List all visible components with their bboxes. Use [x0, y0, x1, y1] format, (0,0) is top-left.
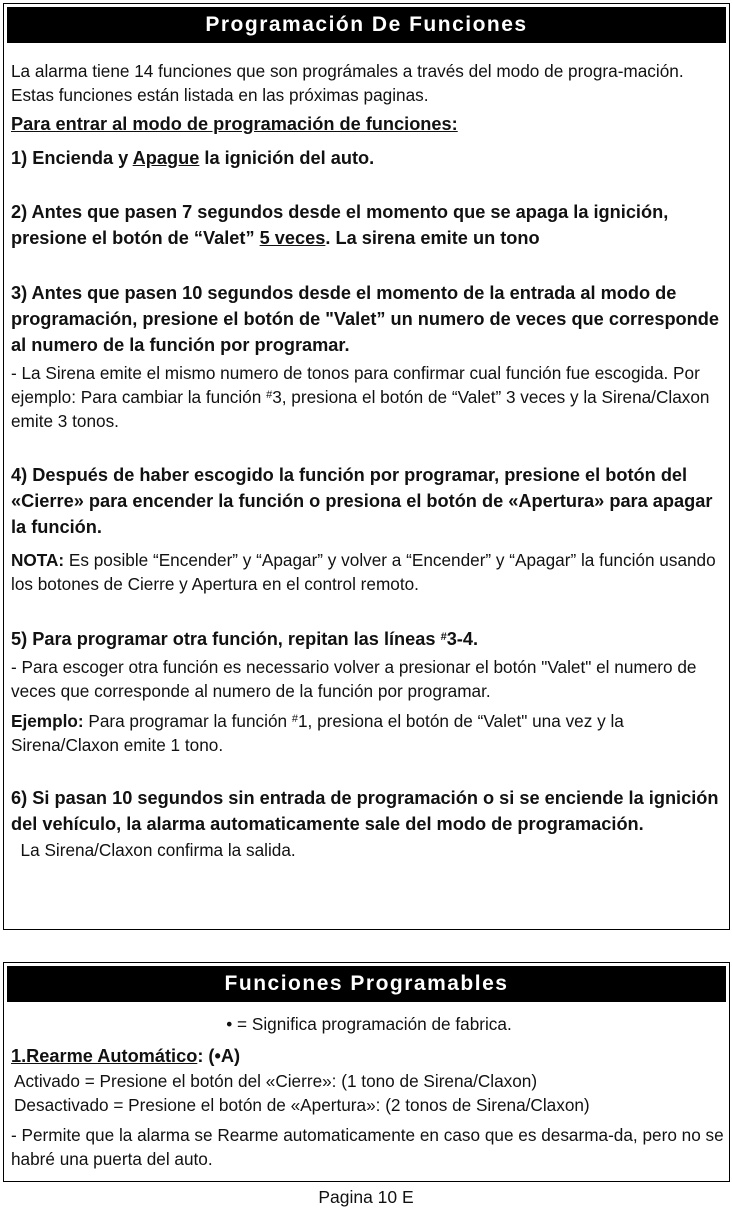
entry-heading: Para entrar al modo de programación de funciones: — [11, 114, 458, 134]
function-1-desactivado: Desactivado = Presione el botón de «Apertura»: (2 tonos de Sirena/Claxon) — [14, 1095, 590, 1115]
step-3-note: - La Sirena emite el mismo numero de tonos para confirmar cual función fue escogida. Por ejemplo: Para cambiar la función #3, presiona el botón de “Valet” 3 veces y la Sirena/Claxon emite 3 tonos. — [11, 363, 710, 431]
step-2: 2) Antes que pasen 7 segundos desde el momento que se apaga la ignición, presione el botón de “Valet” 5 veces. La sirena emite un tono — [11, 202, 669, 248]
step-5-note: - Para escoger otra función es necessario volver a presionar el botón "Valet" el numero de veces que corresponde al numero de la función por programar. — [11, 657, 697, 701]
step-4: 4) Después de haber escogido la función por programar, presione el botón del «Cierre» para encender la función o presiona el botón de «Apertura» para apagar la función. — [11, 465, 713, 537]
factory-legend: • = Significa programación de fabrica. — [226, 1014, 512, 1034]
section-title: Funciones Programables — [7, 966, 726, 1002]
step-1: 1) Encienda y Apague la ignición del auto. — [11, 148, 375, 168]
section-title: Programación De Funciones — [7, 7, 726, 43]
function-1-title: 1.Rearme Automático: (•A) — [11, 1046, 241, 1066]
function-1-description: - Permite que la alarma se Rearme automaticamente en caso que es desarma-da, pero no se habré una puerta del auto. — [11, 1125, 724, 1169]
step-5: 5) Para programar otra función, repitan las líneas #3-4. — [11, 629, 479, 649]
nota-paragraph: NOTA: Es posible “Encender” y “Apagar” y volver a “Encender” y “Apagar” la función usando los botones de Cierre y Apertura en el control remoto. — [11, 550, 716, 594]
page-number: Pagina 10 E — [318, 1187, 414, 1207]
step-6: 6) Si pasan 10 segundos sin entrada de programación o si se enciende la ignición del vehículo, la alarma automaticamente sale del modo de programación. La Sirena/Claxon confirma la salida. — [11, 788, 719, 860]
ejemplo-paragraph: Ejemplo: Para programar la función #1, presiona el botón de “Valet" una vez y la Sirena/Claxon emite 1 tono. — [11, 711, 624, 755]
programming-section — [3, 3, 730, 930]
step-3: 3) Antes que pasen 10 segundos desde el momento de la entrada al modo de programación, presione el botón de "Valet” un numero de veces que corresponde al numero de la función por programar. — [11, 283, 719, 355]
function-1-activado: Activado = Presione el botón del «Cierre»: (1 tono de Sirena/Claxon) — [14, 1071, 538, 1091]
intro-paragraph: La alarma tiene 14 funciones que son prográmales a través del modo de progra-mación. Estas funciones están listada en las próximas paginas. — [11, 61, 684, 105]
programmable-functions-section — [3, 962, 730, 1182]
